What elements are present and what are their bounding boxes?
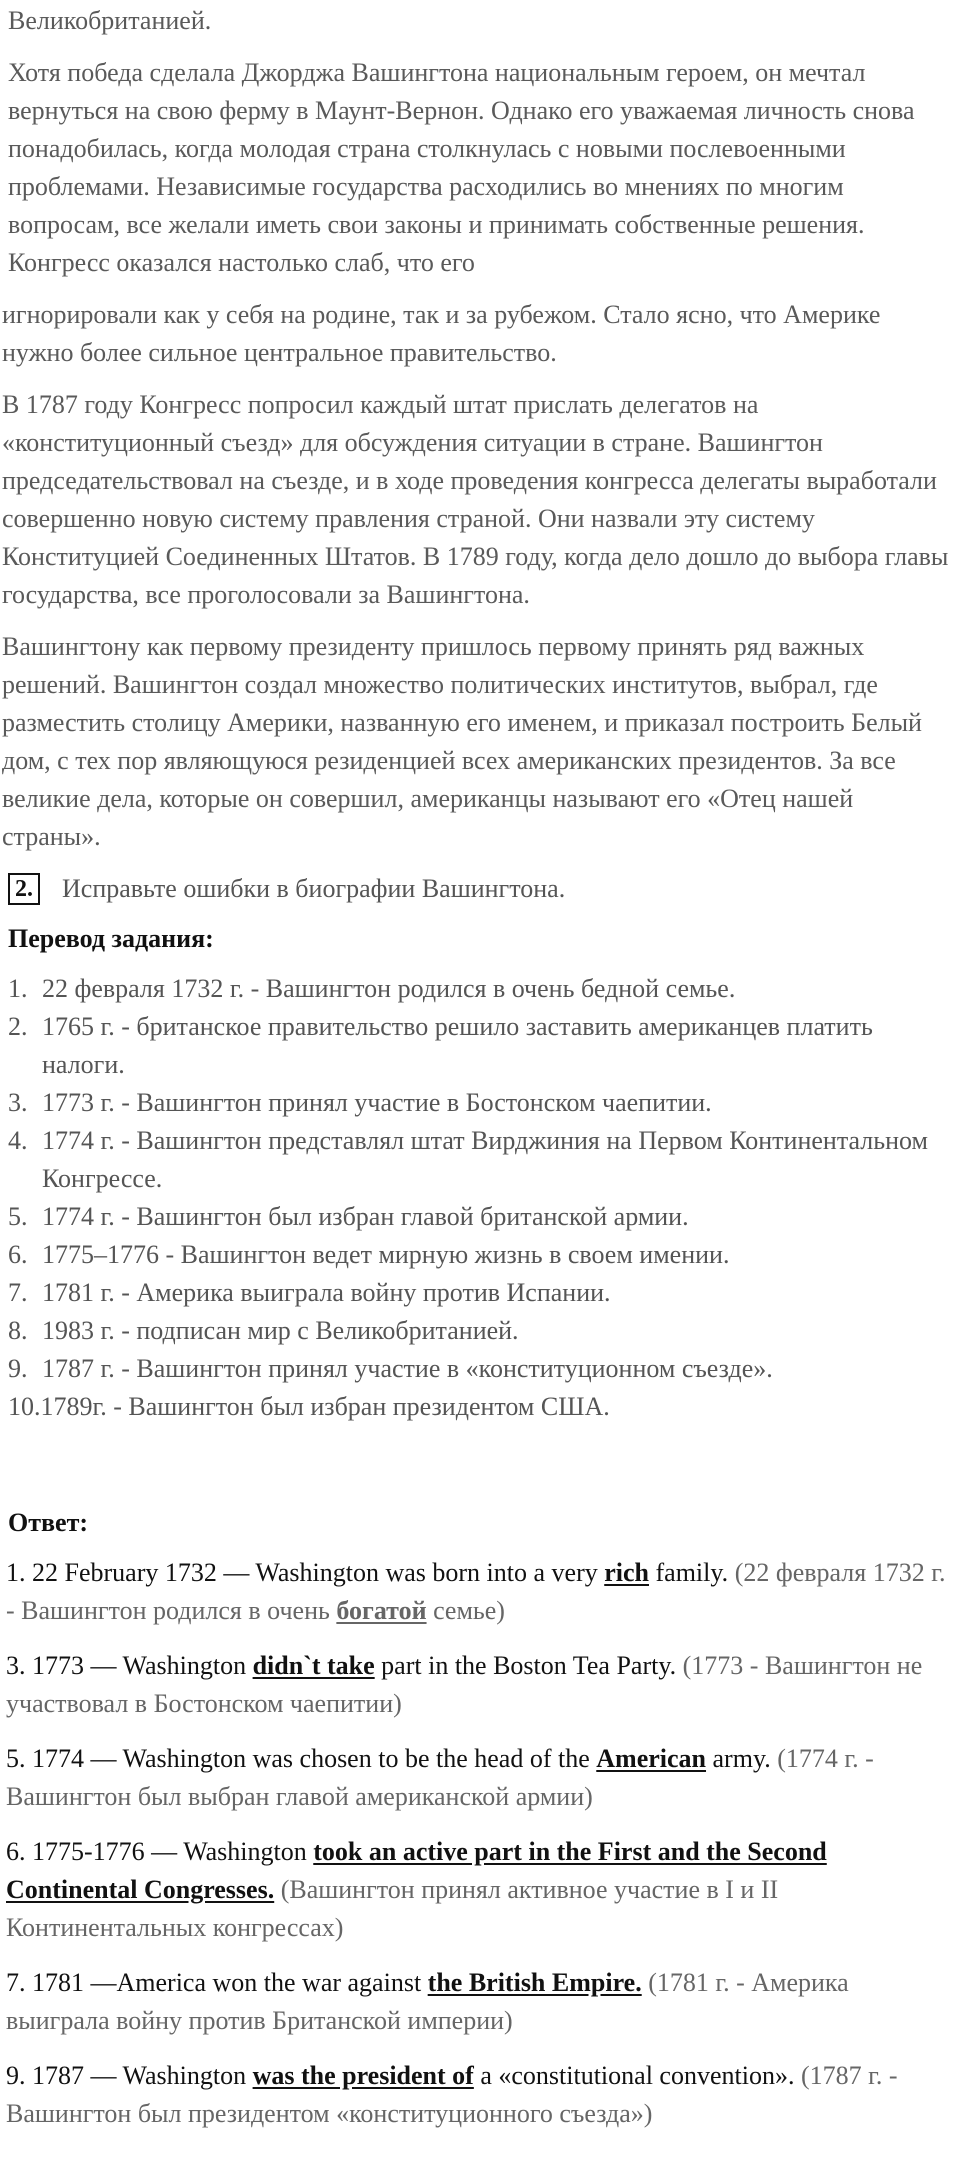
task-item-number: 7. xyxy=(8,1278,28,1307)
answer-item xyxy=(0,2057,960,2133)
text-paragraph-1: Хотя победа сделала Джорджа Вашингтона национальным героем, он мечтал вернуться на свою ферму в Маунт-Вернон. Однако его уважаемая личность снова понадобилась, когда молодая страна столкнулась с новыми послевоенными проблемами. Независимые государства расходились во мнениях по многим вопросам, все желали иметь свои законы и принимать собственные решения. Конгресс оказался настолько слаб, что его xyxy=(8,58,915,277)
answer-english: 3. 1773 — Washington xyxy=(6,1651,253,1680)
task-item-number: 6. xyxy=(8,1240,28,1269)
task-item-number: 8. xyxy=(8,1316,28,1345)
answer-english: 6. 1775-1776 — Washington xyxy=(6,1837,314,1866)
answer-translation: (1773 - Вашингтон не участвовал в Бостонском чаепитии) xyxy=(6,1651,923,1718)
answer-english: army. xyxy=(706,1744,778,1773)
task-item-number: 9. xyxy=(8,1354,28,1383)
task-item xyxy=(8,1122,960,1198)
task-header xyxy=(0,870,960,908)
task-item-text: 1774 г. - Вашингтон представлял штат Вирджиния на Первом Континентальном Конгрессе. xyxy=(42,1126,928,1193)
answer-correction: was the president of xyxy=(252,2061,474,2090)
answer-translation: (Вашингтон принял активное участие в I и II Континентальных конгрессах) xyxy=(6,1875,779,1942)
task-item xyxy=(8,1388,960,1426)
task-item-number: 4. xyxy=(8,1126,28,1155)
task-item xyxy=(8,1312,960,1350)
answer-translation: семье) xyxy=(426,1596,505,1625)
task-item-text: 1775–1776 - Вашингтон ведет мирную жизнь в своем имении. xyxy=(42,1240,730,1269)
task-item-number: 3. xyxy=(8,1088,28,1117)
text-paragraph-4: Вашингтону как первому президенту пришлось первому принять ряд важных решений. Вашингтон создал множество политических институтов, выбрал, где разместить столицу Америки, названную его именем, и приказал построить Белый дом, с тех пор являющуюся резиденцией всех американских президентов. За все великие дела, которые он совершил, американцы называют его «Отец нашей страны». xyxy=(2,632,922,851)
answer-english: 7. 1781 —America won the war against xyxy=(6,1968,428,1997)
answer-english: 5. 1774 — Washington was chosen to be the head of the xyxy=(6,1744,597,1773)
answer-translation-correction: богатой xyxy=(336,1596,427,1625)
task-item-number: 1. xyxy=(8,974,28,1003)
task-item-number: 2. xyxy=(8,1012,28,1041)
answer-translation: (1787 г. - Вашингтон был президентом «конституционного съезда») xyxy=(6,2061,898,2128)
task-item-text: 1787 г. - Вашингтон принял участие в «конституционном съезде». xyxy=(42,1354,773,1383)
answer-item xyxy=(0,1740,960,1816)
answer-correction: American xyxy=(596,1744,707,1773)
text-paragraph-0: Великобританией. xyxy=(8,6,212,35)
task-instruction: Исправьте ошибки в биографии Вашингтона. xyxy=(62,874,566,903)
answer-translation: (22 февраля 1732 г. - Вашингтон родился в очень xyxy=(6,1558,946,1625)
task-item-number: 5. xyxy=(8,1202,28,1231)
task-item xyxy=(8,1274,960,1312)
task-item-text: 1774 г. - Вашингтон был избран главой британской армии. xyxy=(42,1202,689,1231)
answer-correction: rich xyxy=(604,1558,649,1587)
task-item xyxy=(8,1084,960,1122)
answer-english: family. xyxy=(649,1558,735,1587)
text-paragraph-2: игнорировали как у себя на родине, так и за рубежом. Стало ясно, что Америке нужно более сильное центральное правительство. xyxy=(2,300,881,367)
task-item-text: 22 февраля 1732 г. - Вашингтон родился в очень бедной семье. xyxy=(42,974,736,1003)
answer-correction: didn`t take xyxy=(252,1651,375,1680)
answer-english: part in the Boston Tea Party. xyxy=(374,1651,683,1680)
task-item xyxy=(8,970,960,1008)
answer-correction: the British Empire. xyxy=(427,1968,642,1997)
task-item-text: 1781 г. - Америка выиграла войну против Испании. xyxy=(42,1278,611,1307)
translation-heading: Перевод задания: xyxy=(8,924,214,953)
task-item xyxy=(8,1198,960,1236)
task-item xyxy=(8,1350,960,1388)
task-item-text: 1983 г. - подписан мир с Великобританией. xyxy=(42,1316,519,1345)
task-number-box: 2. xyxy=(8,873,40,905)
task-item-text: 1789г. - Вашингтон был избран президентом США. xyxy=(40,1392,610,1421)
answer-english: 1. 22 February 1732 — Washington was born into a very xyxy=(6,1558,605,1587)
answer-translation: (1774 г. - Вашингтон был выбран главой американской армии) xyxy=(6,1744,874,1811)
answer-english: 9. 1787 — Washington xyxy=(6,2061,253,2090)
answer-item xyxy=(0,1554,960,1630)
section-spacer xyxy=(0,1426,960,1504)
answer-translation: (1781 г. - Америка выиграла войну против Британской империи) xyxy=(6,1968,849,2035)
task-item xyxy=(8,1236,960,1274)
answer-heading: Ответ: xyxy=(8,1508,89,1537)
task-list xyxy=(0,970,960,1426)
answer-item xyxy=(0,1833,960,1947)
text-paragraph-3: В 1787 году Конгресс попросил каждый штат прислать делегатов на «конституционный съезд» для обсуждения ситуации в стране. Вашингтон председательствовал на съезде, и в ходе проведения конгресса делегаты выработали совершенно новую систему правления страной. Они назвали эту систему Конституцией Соединенных Штатов. В 1789 году, когда дело дошло до выбора главы государства, все проголосовали за Вашингтона. xyxy=(2,390,949,609)
answer-item xyxy=(0,1964,960,2040)
task-item-text: 1765 г. - британское правительство решило заставить американцев платить налоги. xyxy=(42,1012,873,1079)
task-item-number: 10. xyxy=(8,1392,41,1421)
task-item-text: 1773 г. - Вашингтон принял участие в Бостонском чаепитии. xyxy=(42,1088,712,1117)
answer-item xyxy=(0,1647,960,1723)
task-item xyxy=(8,1008,960,1084)
answer-english: a «constitutional convention». xyxy=(473,2061,801,2090)
answer-correction: took an active part in the First and the Second Continental Congresses. xyxy=(6,1837,827,1904)
